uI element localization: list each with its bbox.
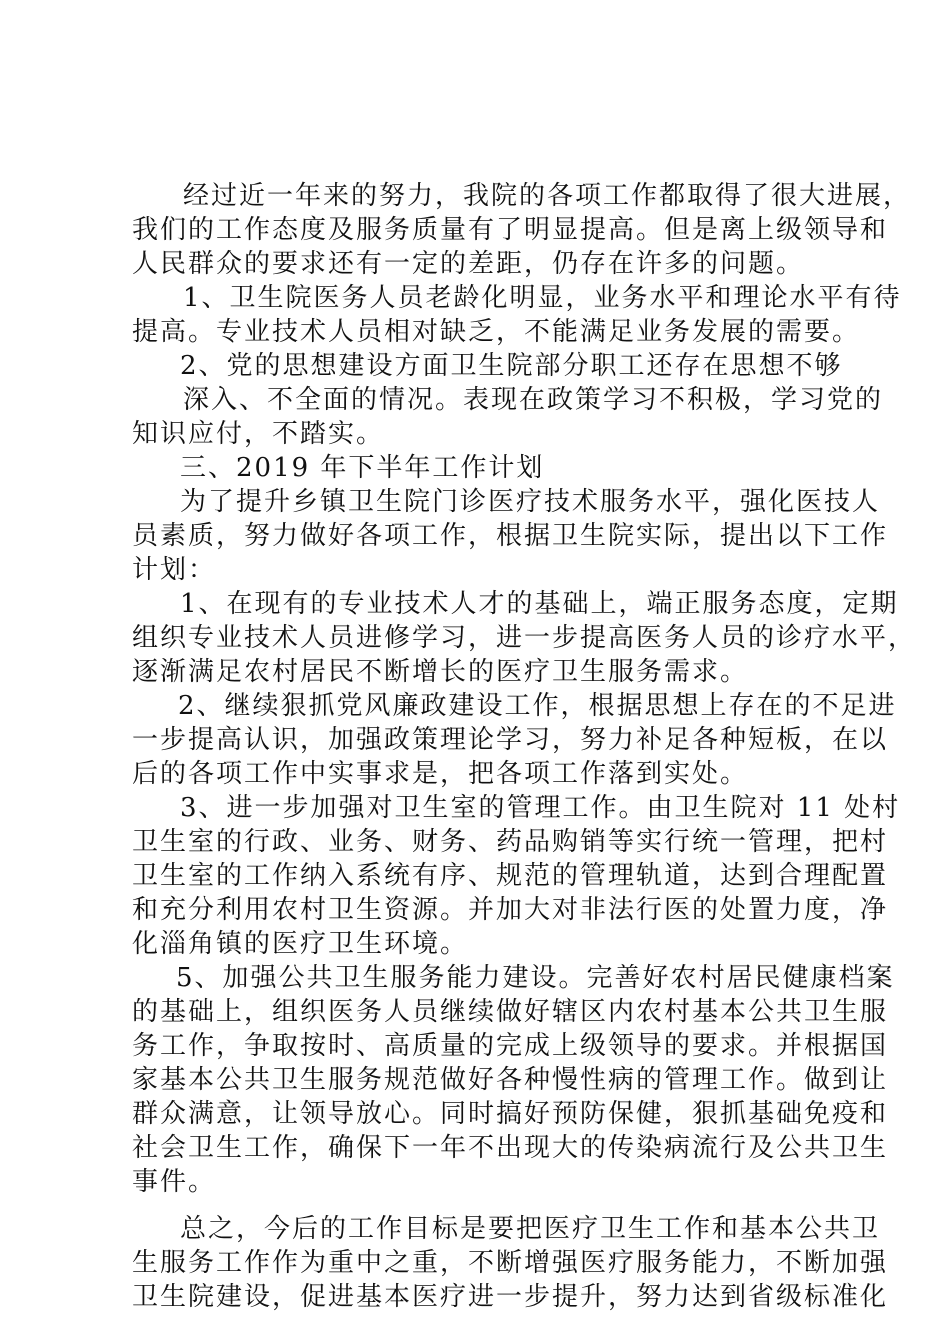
paragraph-line: 社会卫生工作，确保下一年不出现大的传染病流行及公共卫生 xyxy=(132,1133,889,1163)
paragraph-line: 5、加强公共卫生服务能力建设。完善好农村居民健康档案 xyxy=(176,963,895,993)
paragraph-line: 知识应付，不踏实。 xyxy=(132,419,385,449)
paragraph-line: 逐渐满足农村居民不断增长的医疗卫生服务需求。 xyxy=(132,657,749,687)
paragraph-line: 事件。 xyxy=(132,1167,217,1197)
paragraph-line: 深入、不全面的情况。表现在政策学习不积极，学习党的 xyxy=(183,385,884,415)
paragraph-line: 组织专业技术人员进修学习，进一步提高医务人员的诊疗水平， xyxy=(132,623,917,653)
paragraph-line: 的基础上，组织医务人员继续做好辖区内农村基本公共卫生服 xyxy=(132,997,889,1027)
paragraph-line: 经过近一年来的努力，我院的各项工作都取得了很大进展， xyxy=(183,181,912,211)
paragraph-line: 2、党的思想建设方面卫生院部分职工还存在思想不够 xyxy=(180,351,843,381)
paragraph-line: 我们的工作态度及服务质量有了明显提高。但是离上级领导和 xyxy=(132,215,889,245)
paragraph-line: 卫生室的行政、业务、财务、药品购销等实行统一管理，把村 xyxy=(132,827,889,857)
paragraph-line: 1、在现有的专业技术人才的基础上，端正服务态度，定期 xyxy=(180,589,899,619)
paragraph-line: 卫生院建设，促进基本医疗进一步提升，努力达到省级标准化 xyxy=(132,1282,889,1312)
paragraph-line: 为了提升乡镇卫生院门诊医疗技术服务水平，强化医技人 xyxy=(180,487,881,517)
paragraph-line: 人民群众的要求还有一定的差距，仍存在许多的问题。 xyxy=(132,249,805,279)
paragraph-line: 1、卫生院医务人员老龄化明显，业务水平和理论水平有待 xyxy=(183,283,902,313)
paragraph-line: 员素质，努力做好各项工作，根据卫生院实际，提出以下工作 xyxy=(132,521,889,551)
paragraph-line: 总之，今后的工作目标是要把医疗卫生工作和基本公共卫 xyxy=(180,1214,881,1244)
paragraph-line: 化淄角镇的医疗卫生环境。 xyxy=(132,929,469,959)
paragraph-line: 一步提高认识，加强政策理论学习，努力补足各种短板，在以 xyxy=(132,725,889,755)
paragraph-line: 提高。专业技术人员相对缺乏，不能满足业务发展的需要。 xyxy=(132,317,861,347)
paragraph-line: 群众满意，让领导放心。同时搞好预防保健，狠抓基础免疫和 xyxy=(132,1099,889,1129)
paragraph-line: 3、进一步加强对卫生室的管理工作。由卫生院对 11 处村 xyxy=(180,793,901,823)
paragraph-line: 计划： xyxy=(132,555,217,585)
paragraph-line: 和充分利用农村卫生资源。并加大对非法行医的处置力度，净 xyxy=(132,895,889,925)
paragraph-line: 家基本公共卫生服务规范做好各种慢性病的管理工作。做到让 xyxy=(132,1065,889,1095)
section-heading: 三、2019 年下半年工作计划 xyxy=(180,453,545,483)
paragraph-line: 后的各项工作中实事求是，把各项工作落到实处。 xyxy=(132,759,749,789)
paragraph-line: 生服务工作作为重中之重，不断增强医疗服务能力，不断加强 xyxy=(132,1248,889,1278)
paragraph-line: 2、继续狠抓党风廉政建设工作，根据思想上存在的不足进 xyxy=(178,691,897,721)
paragraph-line: 卫生室的工作纳入系统有序、规范的管理轨道，达到合理配置 xyxy=(132,861,889,891)
paragraph-line: 务工作，争取按时、高质量的完成上级领导的要求。并根据国 xyxy=(132,1031,889,1061)
